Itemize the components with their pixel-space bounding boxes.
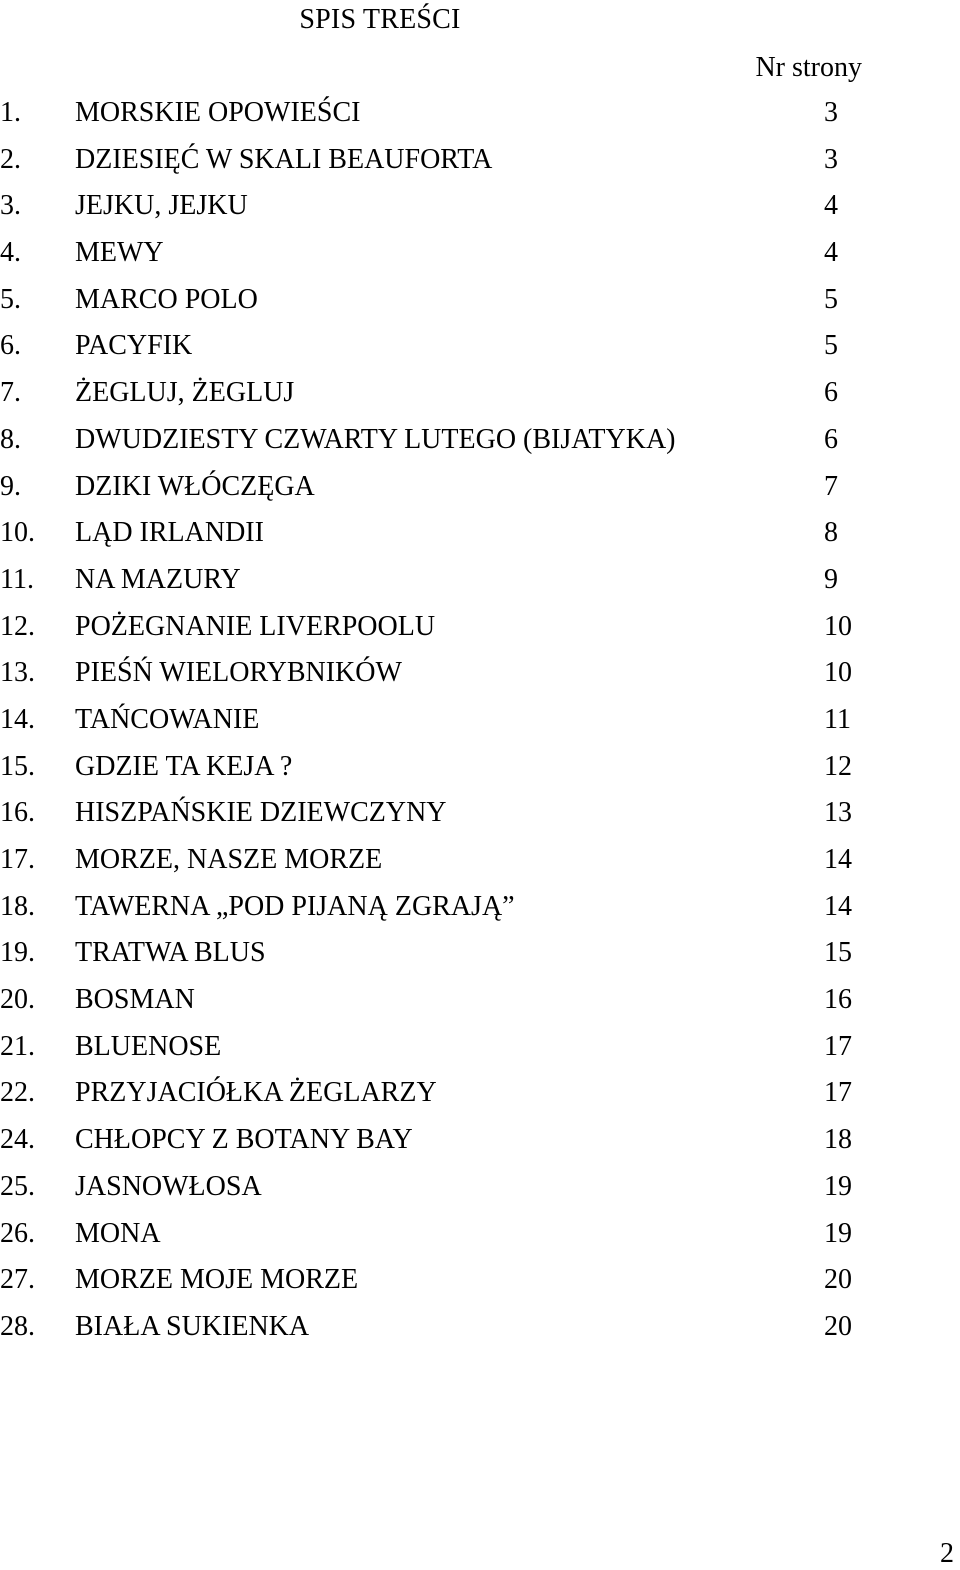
- toc-entry-number: 26.: [0, 1217, 35, 1249]
- toc-entry: [0, 1169, 960, 1216]
- toc-entry-title: BOSMAN: [75, 984, 195, 1016]
- toc-entry-number: 13.: [0, 657, 35, 689]
- toc-entry-number: 6.: [0, 330, 21, 362]
- toc-entry: [0, 188, 960, 235]
- toc-entry: [0, 469, 960, 516]
- toc-entry-title: BLUENOSE: [75, 1030, 222, 1062]
- toc-entry-number: 9.: [0, 470, 21, 502]
- toc-entry-number: 4.: [0, 237, 21, 269]
- toc-entry-number: 17.: [0, 844, 35, 875]
- toc-entry-title: TAWERNA „POD PIJANĄ ZGRAJĄ”: [75, 890, 515, 922]
- toc-entry-number: 15.: [0, 750, 35, 782]
- toc-entry: [0, 515, 960, 562]
- toc-entry-page: 8: [824, 517, 838, 549]
- toc-entry-page: 5: [824, 283, 838, 315]
- toc-entry-title: ŻEGLUJ, ŻEGLUJ: [75, 377, 295, 409]
- table-of-contents: [0, 95, 960, 1356]
- toc-entry-title: BIAŁA SUKIENKA: [75, 1310, 310, 1342]
- toc-entry-title: MONA: [75, 1217, 161, 1249]
- toc-entry: [0, 982, 960, 1029]
- toc-entry: [0, 749, 960, 796]
- toc-entry-page: 13: [824, 797, 852, 829]
- toc-entry: [0, 142, 960, 189]
- toc-entry-number: 7.: [0, 377, 21, 409]
- toc-entry-title: PIEŚŃ WIELORYBNIKÓW: [75, 657, 402, 689]
- toc-entry: [0, 702, 960, 749]
- toc-entry-number: 16.: [0, 797, 35, 829]
- toc-entry-page: 14: [824, 890, 852, 922]
- toc-entry-title: HISZPAŃSKIE DZIEWCZYNY: [75, 797, 447, 829]
- toc-entry-title: DZIKI WŁÓCZĘGA: [75, 470, 315, 502]
- toc-entry-number: 8.: [0, 423, 21, 455]
- toc-entry-number: 5.: [0, 283, 21, 315]
- toc-entry-page: 19: [824, 1217, 852, 1249]
- toc-entry: [0, 328, 960, 375]
- toc-entry-number: 3.: [0, 190, 21, 222]
- toc-entry: [0, 609, 960, 656]
- toc-entry-page: 10: [824, 610, 852, 642]
- toc-entry-page: 4: [824, 190, 838, 222]
- document-title: SPIS TREŚCI: [299, 4, 461, 35]
- toc-entry-title: PRZYJACIÓŁKA ŻEGLARZY: [75, 1077, 437, 1109]
- toc-entry-number: 11.: [0, 563, 34, 595]
- page-number: 2: [940, 1538, 954, 1569]
- toc-entry-number: 24.: [0, 1124, 35, 1156]
- toc-entry-title: JEJKU, JEJKU: [75, 190, 248, 222]
- toc-entry: [0, 1309, 960, 1356]
- toc-entry-page: 17: [824, 1077, 852, 1109]
- page-column-header: Nr strony: [755, 52, 862, 83]
- toc-entry-number: 12.: [0, 610, 35, 642]
- toc-entry-page: 17: [824, 1030, 852, 1062]
- toc-entry-page: 6: [824, 423, 838, 455]
- toc-entry-number: 25.: [0, 1170, 35, 1202]
- toc-entry-title: MORZE MOJE MORZE: [75, 1264, 359, 1296]
- toc-entry: [0, 375, 960, 422]
- toc-entry: [0, 842, 960, 889]
- toc-entry-title: DZIESIĘĆ W SKALI BEAUFORTA: [75, 143, 493, 175]
- toc-entry-page: 20: [824, 1264, 852, 1296]
- toc-entry-page: 15: [824, 937, 852, 969]
- toc-entry-title: PACYFIK: [75, 330, 193, 362]
- toc-entry-number: 20.: [0, 984, 35, 1016]
- toc-entry: [0, 422, 960, 469]
- toc-entry-page: 18: [824, 1124, 852, 1156]
- toc-entry-page: 19: [824, 1170, 852, 1202]
- toc-entry-page: 14: [824, 844, 852, 875]
- toc-entry-number: 1.: [0, 97, 21, 128]
- toc-entry-title: JASNOWŁOSA: [75, 1170, 262, 1202]
- toc-entry-title: NA MAZURY: [75, 563, 241, 595]
- toc-entry: [0, 282, 960, 329]
- toc-entry-number: 28.: [0, 1310, 35, 1342]
- toc-entry: [0, 1029, 960, 1076]
- toc-entry-page: 5: [824, 330, 838, 362]
- toc-entry: [0, 655, 960, 702]
- toc-entry-number: 19.: [0, 937, 35, 969]
- toc-entry-page: 3: [824, 143, 838, 175]
- toc-entry-title: MARCO POLO: [75, 283, 258, 315]
- toc-entry: [0, 562, 960, 609]
- toc-entry-page: 10: [824, 657, 852, 689]
- toc-entry: [0, 935, 960, 982]
- toc-entry-page: 4: [824, 237, 838, 269]
- toc-entry-title: POŻEGNANIE LIVERPOOLU: [75, 610, 436, 642]
- toc-entry: [0, 235, 960, 282]
- toc-entry-page: 11: [824, 703, 851, 735]
- toc-entry-title: MORZE, NASZE MORZE: [75, 844, 383, 875]
- toc-entry: [0, 1216, 960, 1263]
- toc-entry-page: 12: [824, 750, 852, 782]
- toc-entry: [0, 1122, 960, 1169]
- toc-entry-number: 14.: [0, 703, 35, 735]
- toc-entry-title: DWUDZIESTY CZWARTY LUTEGO (BIJATYKA): [75, 423, 676, 455]
- toc-entry-page: 16: [824, 984, 852, 1016]
- toc-entry-title: MORSKIE OPOWIEŚCI: [75, 97, 361, 128]
- toc-entry: [0, 1262, 960, 1309]
- toc-entry: [0, 1075, 960, 1122]
- toc-entry-number: 22.: [0, 1077, 35, 1109]
- toc-entry-number: 2.: [0, 143, 21, 175]
- toc-entry-title: MEWY: [75, 237, 164, 269]
- toc-entry: [0, 795, 960, 842]
- toc-entry-number: 18.: [0, 890, 35, 922]
- toc-entry: [0, 95, 960, 142]
- toc-entry-page: 3: [824, 97, 838, 128]
- toc-entry-page: 7: [824, 470, 838, 502]
- toc-entry-title: CHŁOPCY Z BOTANY BAY: [75, 1124, 413, 1156]
- toc-entry-page: 20: [824, 1310, 852, 1342]
- toc-entry-page: 9: [824, 563, 838, 595]
- toc-entry-page: 6: [824, 377, 838, 409]
- toc-entry-number: 27.: [0, 1264, 35, 1296]
- toc-entry-title: TAŃCOWANIE: [75, 703, 260, 735]
- toc-entry: [0, 889, 960, 936]
- toc-entry-title: TRATWA BLUS: [75, 937, 266, 969]
- toc-entry-title: LĄD IRLANDII: [75, 517, 264, 549]
- toc-entry-title: GDZIE TA KEJA ?: [75, 750, 293, 782]
- toc-entry-number: 21.: [0, 1030, 35, 1062]
- toc-entry-number: 10.: [0, 517, 35, 549]
